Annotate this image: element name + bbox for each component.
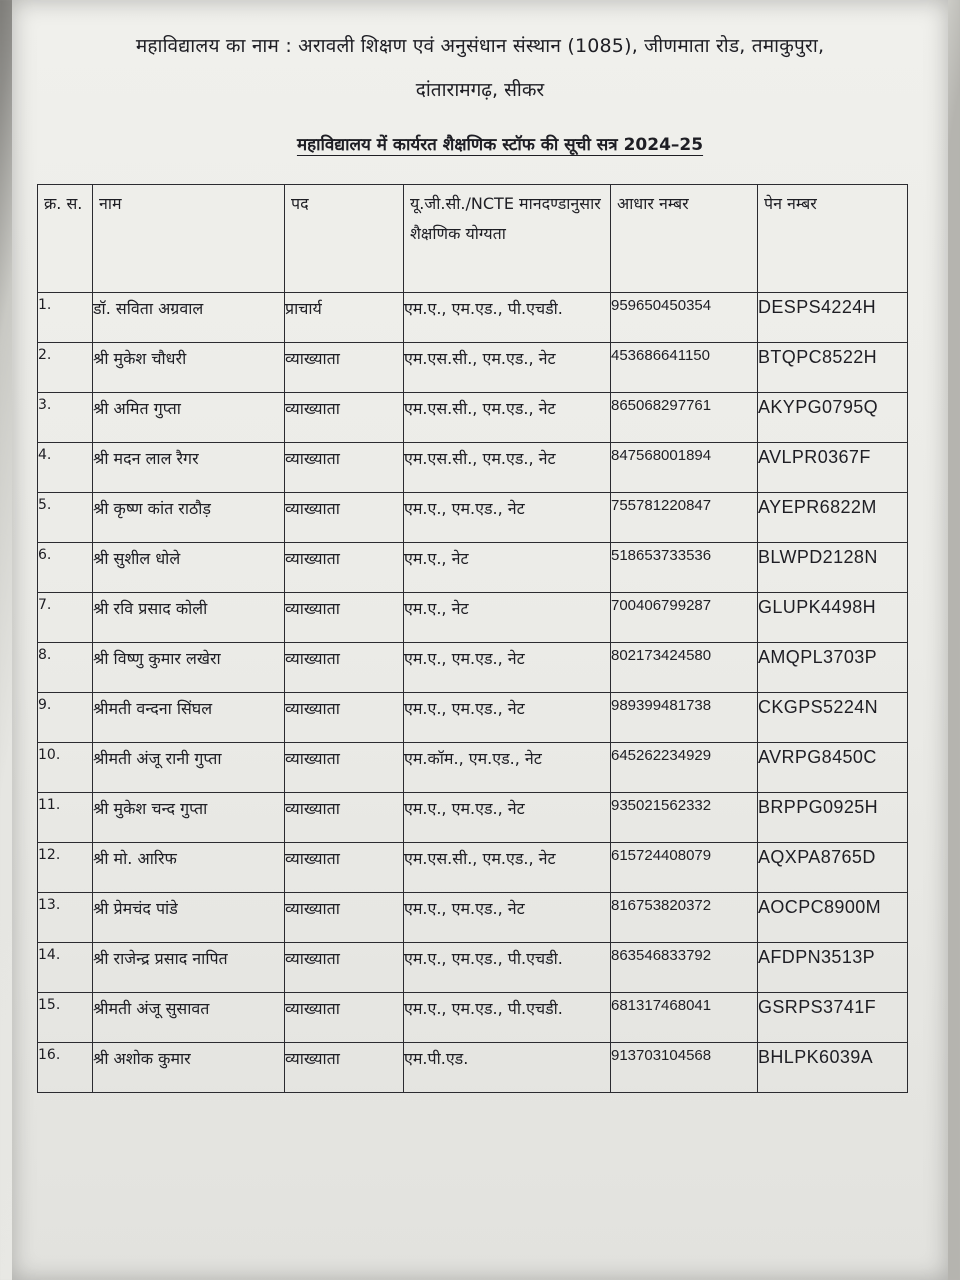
aadhaar-number-cell: 863546833792 bbox=[611, 943, 758, 993]
aadhaar-number-cell: 518653733536 bbox=[611, 543, 758, 593]
staff-name-cell: श्री अमित गुप्ता bbox=[93, 393, 285, 443]
aadhaar-number-cell: 681317468041 bbox=[611, 993, 758, 1043]
table-row bbox=[38, 743, 908, 793]
pan-number-cell: AVLPR0367F bbox=[758, 443, 908, 493]
qualification-cell: एम.एस.सी., एम.एड., नेट bbox=[404, 443, 611, 493]
serial-number-cell: 8. bbox=[38, 643, 93, 693]
post-cell: व्याख्याता bbox=[285, 843, 404, 893]
pan-number-cell: DESPS4224H bbox=[758, 293, 908, 343]
table-row bbox=[38, 543, 908, 593]
serial-number-cell: 15. bbox=[38, 993, 93, 1043]
serial-number-cell: 5. bbox=[38, 493, 93, 543]
staff-name-cell: श्री मुकेश चन्द गुप्ता bbox=[93, 793, 285, 843]
serial-number-cell: 9. bbox=[38, 693, 93, 743]
header-serial-number: क्र. स. bbox=[38, 185, 93, 293]
header-qualification: यू.जी.सी./NCTE मानदण्डानुसार शैक्षणिक योग्यता bbox=[404, 185, 611, 293]
staff-name-cell: श्री अशोक कुमार bbox=[93, 1043, 285, 1093]
qualification-cell: एम.ए., एम.एड., पी.एचडी. bbox=[404, 993, 611, 1043]
serial-number-cell: 6. bbox=[38, 543, 93, 593]
post-cell: व्याख्याता bbox=[285, 443, 404, 493]
qualification-cell: एम.ए., नेट bbox=[404, 543, 611, 593]
serial-number-cell: 12. bbox=[38, 843, 93, 893]
pan-number-cell: AMQPL3703P bbox=[758, 643, 908, 693]
header-post: पद bbox=[285, 185, 404, 293]
pan-number-cell: AQXPA8765D bbox=[758, 843, 908, 893]
post-cell: प्राचार्य bbox=[285, 293, 404, 343]
pan-number-cell: GLUPK4498H bbox=[758, 593, 908, 643]
post-cell: व्याख्याता bbox=[285, 593, 404, 643]
table-header-row bbox=[38, 185, 908, 293]
qualification-cell: एम.एस.सी., एम.एड., नेट bbox=[404, 343, 611, 393]
pan-number-cell: BLWPD2128N bbox=[758, 543, 908, 593]
post-cell: व्याख्याता bbox=[285, 393, 404, 443]
college-name-line: महाविद्यालय का नाम : अरावली शिक्षण एवं अनुसंधान संस्थान (1085), जीणमाता रोड, तमाकुपुरा, bbox=[135, 35, 825, 57]
post-cell: व्याख्याता bbox=[285, 793, 404, 843]
table-row bbox=[38, 993, 908, 1043]
post-cell: व्याख्याता bbox=[285, 693, 404, 743]
table-row bbox=[38, 343, 908, 393]
serial-number-cell: 16. bbox=[38, 1043, 93, 1093]
staff-name-cell: श्री मो. आरिफ bbox=[93, 843, 285, 893]
aadhaar-number-cell: 935021562332 bbox=[611, 793, 758, 843]
pan-number-cell: AFDPN3513P bbox=[758, 943, 908, 993]
serial-number-cell: 1. bbox=[38, 293, 93, 343]
qualification-cell: एम.एस.सी., एम.एड., नेट bbox=[404, 843, 611, 893]
aadhaar-number-cell: 802173424580 bbox=[611, 643, 758, 693]
staff-table bbox=[37, 184, 908, 1093]
qualification-cell: एम.ए., एम.एड., नेट bbox=[404, 793, 611, 843]
aadhaar-number-cell: 755781220847 bbox=[611, 493, 758, 543]
post-cell: व्याख्याता bbox=[285, 1043, 404, 1093]
qualification-cell: एम.पी.एड. bbox=[404, 1043, 611, 1093]
qualification-cell: एम.ए., नेट bbox=[404, 593, 611, 643]
serial-number-cell: 4. bbox=[38, 443, 93, 493]
college-address-line: दांतारामगढ़, सीकर bbox=[415, 79, 545, 101]
serial-number-cell: 2. bbox=[38, 343, 93, 393]
header-aadhaar-number: आधार नम्बर bbox=[611, 185, 758, 293]
pan-number-cell: AKYPG0795Q bbox=[758, 393, 908, 443]
header-name: नाम bbox=[93, 185, 285, 293]
serial-number-cell: 13. bbox=[38, 893, 93, 943]
aadhaar-number-cell: 959650450354 bbox=[611, 293, 758, 343]
qualification-cell: एम.ए., एम.एड., नेट bbox=[404, 693, 611, 743]
aadhaar-number-cell: 816753820372 bbox=[611, 893, 758, 943]
staff-name-cell: श्री रवि प्रसाद कोली bbox=[93, 593, 285, 643]
qualification-cell: एम.ए., एम.एड., नेट bbox=[404, 643, 611, 693]
post-cell: व्याख्याता bbox=[285, 943, 404, 993]
aadhaar-number-cell: 865068297761 bbox=[611, 393, 758, 443]
serial-number-cell: 10. bbox=[38, 743, 93, 793]
table-row bbox=[38, 493, 908, 543]
aadhaar-number-cell: 700406799287 bbox=[611, 593, 758, 643]
table-row bbox=[38, 293, 908, 343]
serial-number-cell: 7. bbox=[38, 593, 93, 643]
qualification-cell: एम.ए., एम.एड., नेट bbox=[404, 493, 611, 543]
table-row bbox=[38, 643, 908, 693]
staff-name-cell: श्री मदन लाल रैगर bbox=[93, 443, 285, 493]
pan-number-cell: AOCPC8900M bbox=[758, 893, 908, 943]
aadhaar-number-cell: 453686641150 bbox=[611, 343, 758, 393]
table-row bbox=[38, 793, 908, 843]
qualification-cell: एम.कॉम., एम.एड., नेट bbox=[404, 743, 611, 793]
qualification-cell: एम.ए., एम.एड., पी.एचडी. bbox=[404, 293, 611, 343]
post-cell: व्याख्याता bbox=[285, 643, 404, 693]
pan-number-cell: BHLPK6039A bbox=[758, 1043, 908, 1093]
pan-number-cell: BRPPG0925H bbox=[758, 793, 908, 843]
aadhaar-number-cell: 847568001894 bbox=[611, 443, 758, 493]
qualification-cell: एम.ए., एम.एड., नेट bbox=[404, 893, 611, 943]
serial-number-cell: 11. bbox=[38, 793, 93, 843]
serial-number-cell: 14. bbox=[38, 943, 93, 993]
aadhaar-number-cell: 615724408079 bbox=[611, 843, 758, 893]
post-cell: व्याख्याता bbox=[285, 543, 404, 593]
qualification-cell: एम.एस.सी., एम.एड., नेट bbox=[404, 393, 611, 443]
staff-name-cell: श्री कृष्ण कांत राठौड़ bbox=[93, 493, 285, 543]
table-row bbox=[38, 593, 908, 643]
pan-number-cell: AYEPR6822M bbox=[758, 493, 908, 543]
document-title bbox=[0, 132, 960, 155]
serial-number-cell: 3. bbox=[38, 393, 93, 443]
post-cell: व्याख्याता bbox=[285, 493, 404, 543]
aadhaar-number-cell: 645262234929 bbox=[611, 743, 758, 793]
pan-number-cell: BTQPC8522H bbox=[758, 343, 908, 393]
staff-name-cell: श्री मुकेश चौधरी bbox=[93, 343, 285, 393]
post-cell: व्याख्याता bbox=[285, 743, 404, 793]
document-title-text: महाविद्यालय में कार्यरत शैक्षणिक स्टॉफ की सूची सत्र 2024–25 bbox=[296, 135, 704, 155]
table-row bbox=[38, 843, 908, 893]
qualification-cell: एम.ए., एम.एड., पी.एचडी. bbox=[404, 943, 611, 993]
staff-name-cell: श्रीमती वन्दना सिंघल bbox=[93, 693, 285, 743]
pan-number-cell: AVRPG8450C bbox=[758, 743, 908, 793]
table-row bbox=[38, 693, 908, 743]
post-cell: व्याख्याता bbox=[285, 893, 404, 943]
staff-name-cell: श्रीमती अंजू रानी गुप्ता bbox=[93, 743, 285, 793]
table-row bbox=[38, 443, 908, 493]
table-row bbox=[38, 943, 908, 993]
table-row bbox=[38, 393, 908, 443]
pan-number-cell: CKGPS5224N bbox=[758, 693, 908, 743]
staff-name-cell: श्री प्रेमचंद पांडे bbox=[93, 893, 285, 943]
header-pan-number: पेन नम्बर bbox=[758, 185, 908, 293]
staff-name-cell: श्रीमती अंजू सुसावत bbox=[93, 993, 285, 1043]
post-cell: व्याख्याता bbox=[285, 343, 404, 393]
aadhaar-number-cell: 913703104568 bbox=[611, 1043, 758, 1093]
table-row bbox=[38, 893, 908, 943]
table-row bbox=[38, 1043, 908, 1093]
staff-name-cell: श्री सुशील धोले bbox=[93, 543, 285, 593]
staff-name-cell: श्री राजेन्द्र प्रसाद नापित bbox=[93, 943, 285, 993]
post-cell: व्याख्याता bbox=[285, 993, 404, 1043]
staff-name-cell: डॉ. सविता अग्रवाल bbox=[93, 293, 285, 343]
aadhaar-number-cell: 989399481738 bbox=[611, 693, 758, 743]
staff-name-cell: श्री विष्णु कुमार लखेरा bbox=[93, 643, 285, 693]
pan-number-cell: GSRPS3741F bbox=[758, 993, 908, 1043]
